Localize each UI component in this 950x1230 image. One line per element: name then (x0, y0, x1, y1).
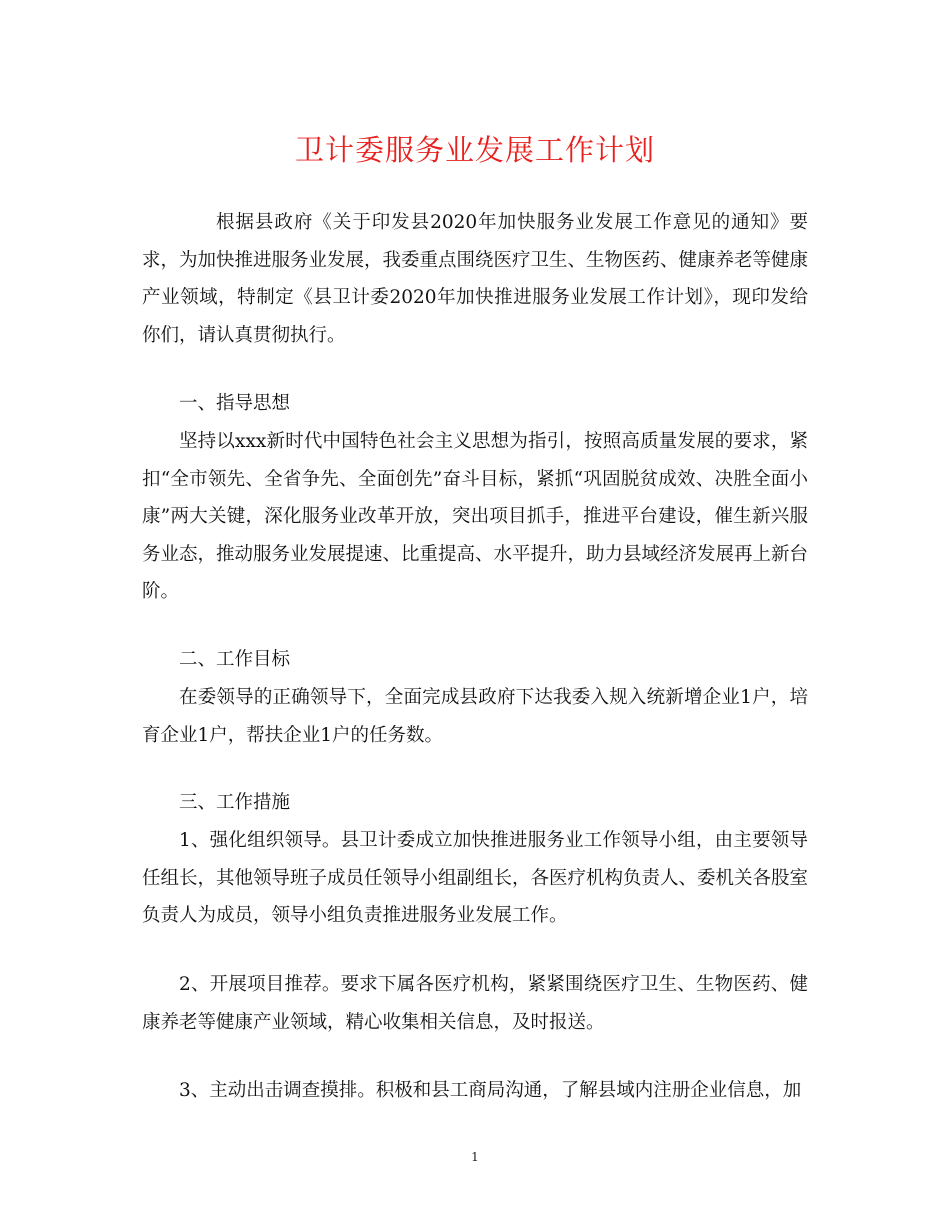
work-goals-paragraph: 在委领导的正确领导下，全面完成县政府下达我委入规入统新增企业1户，培育企业1户，帮扶企业1户的任务数。 (142, 687, 808, 746)
section-heading-guiding-ideology: 一、指导思想 (179, 393, 291, 414)
section-heading-work-measures: 三、工作措施 (179, 792, 291, 813)
section-heading-work-goals: 二、工作目标 (179, 649, 291, 670)
intro-paragraph: 根据县政府《关于印发县2020年加快服务业发展工作意见的通知》要求，为加快推进服务业发展，我委重点围绕医疗卫生、生物医药、健康养老等健康产业领域，特制定《县卫计委2020年加快推进服务业发展工作计划》，现印发给你们，请认真贯彻执行。 (142, 212, 809, 346)
document-title: 卫计委服务业发展工作计划 (294, 133, 655, 167)
measure-paragraph-1: 1、强化组织领导。县卫计委成立加快推进服务业工作领导小组，由主要领导任组长，其他领导班子成员任领导小组副组长，各医疗机构负责人、委机关各股室负责人为成员，领导小组负责推进服务业发展工作。 (142, 830, 809, 926)
measure-paragraph-3: 3、主动出击调查摸排。积极和县工商局沟通，了解县域内注册企业信息，加 (179, 1080, 802, 1101)
measure-paragraph-2: 2、开展项目推荐。要求下属各医疗机构，紧紧围绕医疗卫生、生物医药、健康养老等健康产业领域，精心收集相关信息，及时报送。 (142, 974, 808, 1033)
page-number: 1 (471, 1150, 479, 1164)
guiding-ideology-paragraph: 坚持以xxx新时代中国特色社会主义思想为指引，按照高质量发展的要求，紧扣“全市领先、全省争先、全面创先”奋斗目标，紧抓“巩固脱贫成效、决胜全面小康”两大关键，深化服务业改革开放，突出项目抓手，推进平台建设，催生新兴服务业态，推动服务业发展提速、比重提高、水平提升，助力县域经济发展再上新台阶。 (142, 431, 809, 602)
